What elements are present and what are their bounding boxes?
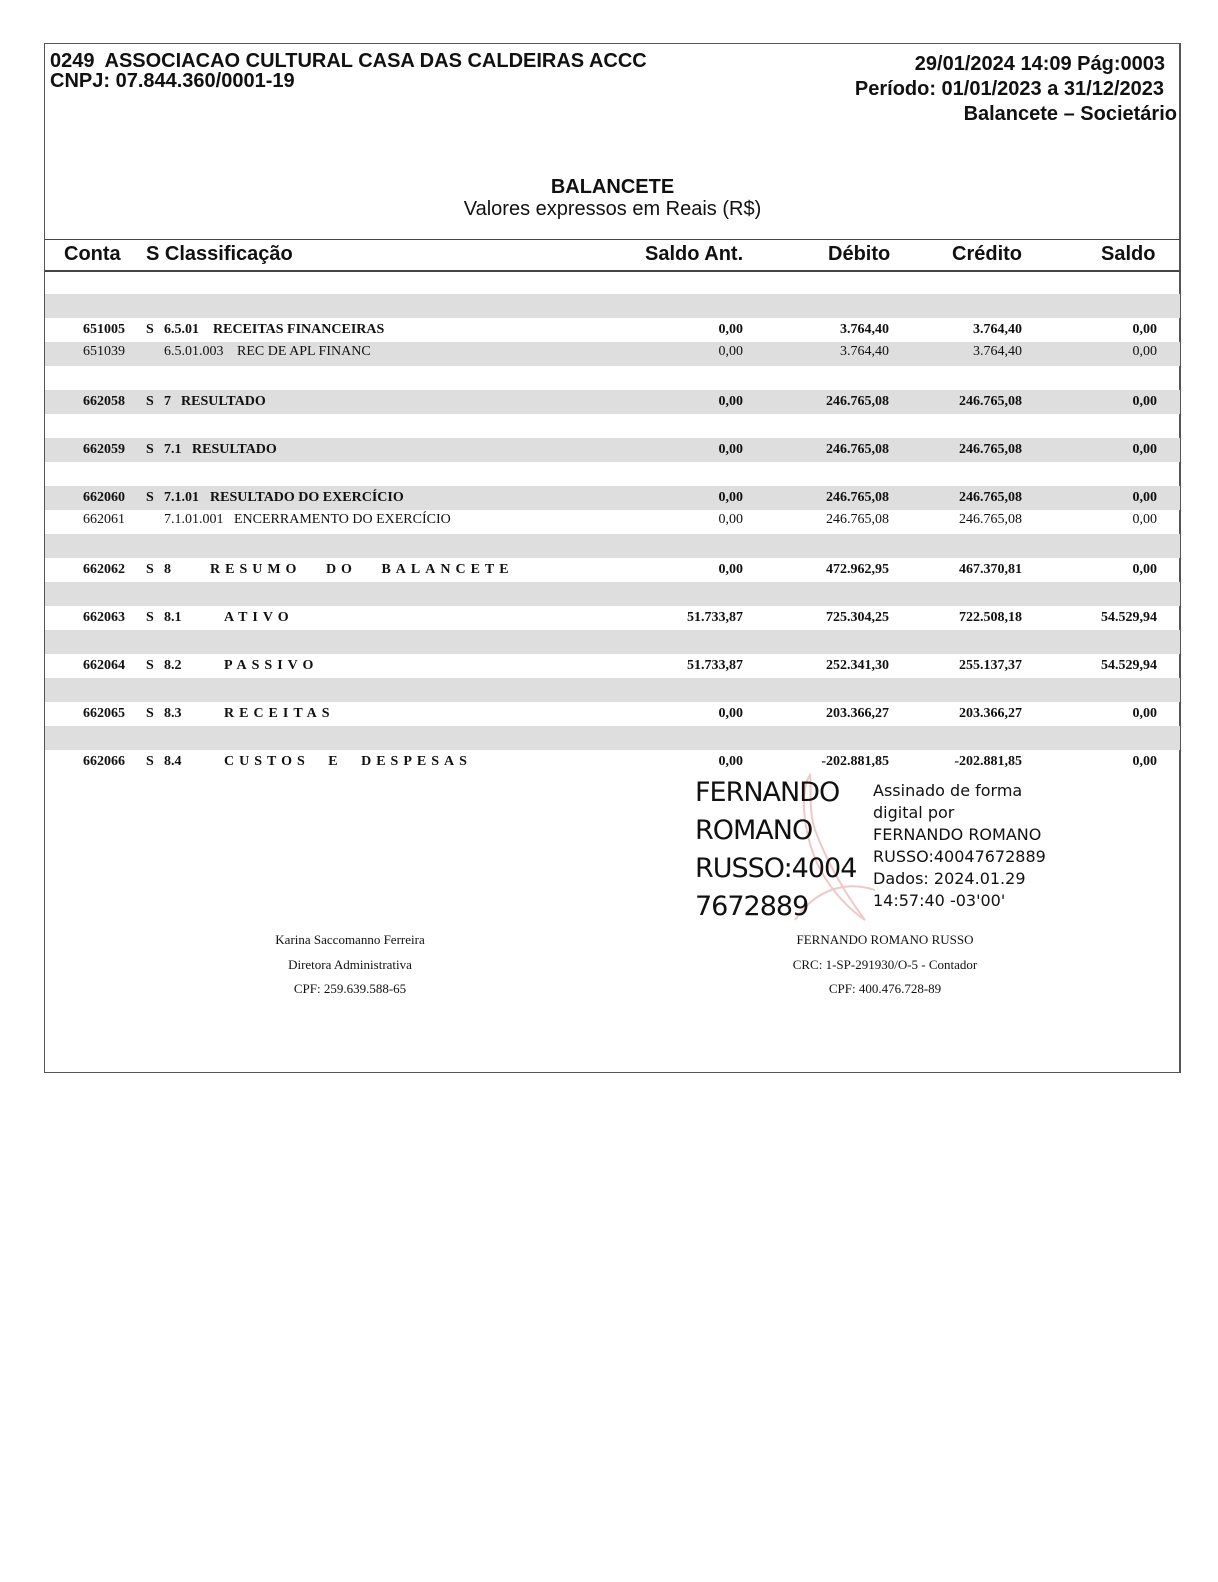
cell-saldo: 0,00 [1132,322,1157,337]
cell-code: 7.1.01 [164,490,199,505]
cell-saldo: 0,00 [1132,490,1157,505]
cell-conta: 662060 [83,490,125,505]
cell-conta: 662063 [83,610,125,625]
signature-name-line: ROMANO [695,815,813,846]
cell-debito: 246.765,08 [826,512,889,527]
table-row [45,558,1180,582]
cell-credito: 246.765,08 [959,512,1022,527]
spacer-row [45,534,1180,558]
document-title: BALANCETE [550,176,675,198]
signatory-cpf: CPF: 259.639.588-65 [293,981,407,996]
cell-s: S [146,754,154,769]
cell-saldo-ant: 0,00 [718,442,743,457]
signature-info-line: digital por [873,803,955,822]
spacer-row [45,366,1180,390]
signature-name-line: FERNANDO [695,777,840,808]
cell-saldo-ant: 0,00 [718,490,743,505]
cell-debito: 725.304,25 [826,610,889,625]
cell-credito: 255.137,37 [959,658,1022,673]
cell-saldo-ant: 0,00 [718,562,743,577]
cell-saldo: 0,00 [1132,394,1157,409]
cell-desc: ENCERRAMENTO DO EXERCÍCIO [234,512,451,527]
cell-saldo: 54.529,94 [1101,610,1157,625]
cell-desc: ATIVO [224,610,294,625]
cell-saldo-ant: 0,00 [718,394,743,409]
signature-name [695,774,856,926]
signature-info-line: RUSSO:40047672889 [873,847,1046,866]
cell-debito: 246.765,08 [826,442,889,457]
cell-debito: 246.765,08 [826,394,889,409]
cell-credito: 3.764,40 [973,344,1022,359]
cell-desc: REC DE APL FINANC [237,344,371,359]
cell-conta: 662066 [83,754,125,769]
cell-saldo: 54.529,94 [1101,658,1157,673]
company-header [50,51,647,91]
table-header [45,239,1180,272]
cell-saldo-ant: 0,00 [718,706,743,721]
cell-conta: 651039 [83,344,125,359]
report-meta [855,52,1177,127]
document-subtitle: Valores expressos em Reais (R$) [463,198,762,220]
table-row [45,510,1180,534]
cell-conta: 662062 [83,562,125,577]
cell-code: 8 [164,562,171,577]
cell-s: S [146,658,154,673]
cell-s: S [146,322,154,337]
signature-name-line: 7672889 [695,891,809,922]
table-row [45,342,1180,366]
signatory-name: FERNANDO ROMANO RUSSO [796,932,974,947]
cell-saldo-ant: 51.733,87 [687,610,743,625]
cell-debito: 472.962,95 [826,562,889,577]
signature-name-line: RUSSO:4004 [695,853,857,884]
cell-debito: 252.341,30 [826,658,889,673]
cell-saldo: 0,00 [1132,562,1157,577]
col-conta: Conta [64,243,121,265]
report-period: Período: 01/01/2023 a 31/12/2023 [854,78,1164,100]
spacer-row [45,270,1180,294]
cell-saldo: 0,00 [1132,344,1157,359]
cell-code: 8.4 [164,754,182,769]
spacer-row [45,630,1180,654]
cell-code: 8.2 [164,658,182,673]
spacer-row [45,678,1180,702]
col-saldo-ant: Saldo Ant. [645,243,744,265]
cell-saldo: 0,00 [1132,706,1157,721]
cell-conta: 662059 [83,442,125,457]
cell-saldo: 0,00 [1132,512,1157,527]
table-row [45,606,1180,630]
balance-table [45,270,1180,774]
cell-saldo-ant: 0,00 [718,512,743,527]
cell-debito: 3.764,40 [840,322,889,337]
cell-saldo: 0,00 [1132,442,1157,457]
cell-desc: RESULTADO DO EXERCÍCIO [210,490,404,505]
signatory-role: CRC: 1-SP-291930/O-5 - Contador [792,956,978,972]
spacer-row [45,462,1180,486]
cell-credito: -202.881,85 [954,754,1022,769]
cell-code: 6.5.01 [164,322,199,337]
cell-saldo-ant: 0,00 [718,344,743,359]
signatory-right [735,928,1035,1002]
cell-code: 8.3 [164,706,182,721]
cell-credito: 203.366,27 [959,706,1022,721]
digital-signature-stamp [695,774,1055,924]
cell-desc: RESUMO DO BALANCETE [210,562,514,577]
report-page [44,43,1181,1073]
spacer-row [45,294,1180,318]
table-row [45,318,1180,342]
cell-desc: PASSIVO [224,658,319,673]
report-type: Balancete – Societário [963,103,1177,125]
signatory-role: Diretora Administrativa [288,956,412,972]
cell-debito: 246.765,08 [826,490,889,505]
cell-s: S [146,610,154,625]
signature-info-line: Assinado de forma [873,781,1023,800]
cell-credito: 467.370,81 [959,562,1022,577]
cell-debito: -202.881,85 [821,754,889,769]
table-row [45,390,1180,414]
cell-credito: 246.765,08 [959,442,1022,457]
cell-desc: RECEITAS [224,706,335,721]
cell-conta: 662061 [83,512,125,527]
cell-saldo: 0,00 [1132,754,1157,769]
cell-saldo-ant: 0,00 [718,322,743,337]
cell-desc: CUSTOS E DESPESAS [224,754,472,769]
table-row [45,750,1180,774]
cell-code: 6.5.01.003 [164,344,224,359]
cell-saldo-ant: 0,00 [718,754,743,769]
table-row [45,486,1180,510]
cell-s: S [146,490,154,505]
cell-s: S [146,442,154,457]
cell-desc: RECEITAS FINANCEIRAS [213,322,385,337]
company-name: ASSOCIACAO CULTURAL CASA DAS CALDEIRAS ACCC [104,50,647,72]
spacer-row [45,726,1180,750]
table-row [45,438,1180,462]
col-saldo: Saldo [1101,243,1156,265]
cell-credito: 3.764,40 [973,322,1022,337]
signature-info-line: FERNANDO ROMANO [873,825,1042,844]
spacer-row [45,414,1180,438]
cell-debito: 3.764,40 [840,344,889,359]
signatory-name: Karina Saccomanno Ferreira [275,932,425,947]
signature-info-line: Dados: 2024.01.29 [873,869,1026,888]
table-row [45,654,1180,678]
company-code: 0249 [50,50,95,72]
signatory-left [200,928,500,1002]
table-row [45,702,1180,726]
cell-conta: 651005 [83,322,125,337]
cell-s: S [146,562,154,577]
cell-credito: 246.765,08 [959,490,1022,505]
cell-code: 7.1.01.001 [164,512,224,527]
cell-desc: RESULTADO [192,442,277,457]
company-cnpj: CNPJ: 07.844.360/0001-19 [50,70,295,92]
cell-credito: 722.508,18 [959,610,1022,625]
col-debito: Débito [828,243,891,265]
col-credito: Crédito [952,243,1022,265]
cell-code: 7.1 [164,442,182,457]
cell-desc: RESULTADO [181,394,266,409]
cell-code: 7 [164,394,171,409]
signatory-cpf: CPF: 400.476.728-89 [828,981,942,996]
report-datetime-page: 29/01/2024 14:09 Pág:0003 [914,53,1165,75]
cell-s: S [146,706,154,721]
signature-info [873,780,1046,912]
document-title-block [45,176,1180,221]
cell-s: S [146,394,154,409]
col-classificacao: S Classificação [146,243,293,265]
cell-conta: 662058 [83,394,125,409]
cell-code: 8.1 [164,610,182,625]
cell-debito: 203.366,27 [826,706,889,721]
spacer-row [45,582,1180,606]
cell-conta: 662064 [83,658,125,673]
signature-info-line: 14:57:40 -03'00' [873,891,1006,910]
cell-credito: 246.765,08 [959,394,1022,409]
cell-saldo-ant: 51.733,87 [687,658,743,673]
cell-conta: 662065 [83,706,125,721]
